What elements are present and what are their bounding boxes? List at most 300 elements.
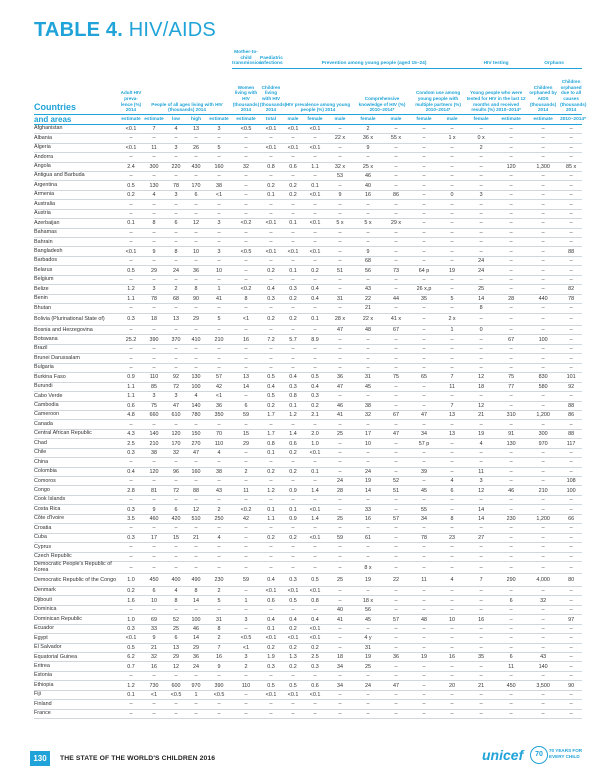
table-cell: – <box>382 448 410 457</box>
table-cell: – <box>232 209 260 218</box>
table-cell: 0.2 <box>282 190 304 199</box>
table-cell: – <box>260 275 282 284</box>
table-cell: 1.4 <box>304 514 326 523</box>
column-header: estimate <box>232 114 260 124</box>
table-row <box>34 561 582 574</box>
sub-header: Children orphaned due to all causes (thousands) 2014 <box>560 79 587 113</box>
table-cell: 51 <box>326 266 354 275</box>
table-cell: 0.5 <box>260 392 282 401</box>
table-cell: 45 <box>410 486 438 495</box>
table-cell: – <box>526 275 560 284</box>
table-cell: – <box>304 209 326 218</box>
table-cell: 9 <box>142 634 166 643</box>
table-cell: – <box>326 505 354 514</box>
table-cell: – <box>186 153 206 162</box>
table-cell: – <box>120 363 142 372</box>
table-cell: – <box>142 700 166 709</box>
table-cell: – <box>382 505 410 514</box>
table-cell: 12 <box>466 401 496 410</box>
country-name: Finland <box>34 700 120 709</box>
table-cell: – <box>526 467 560 476</box>
table-cell: 57 <box>206 373 232 382</box>
table-cell: – <box>232 586 260 595</box>
sub-header: Condom use among young people with multiple partners (%) 2010–2014* <box>415 90 461 113</box>
table-cell: – <box>526 605 560 614</box>
table-cell: 13 <box>438 429 466 438</box>
table-cell: – <box>526 285 560 294</box>
table-cell: – <box>282 363 304 372</box>
table-cell: 29 x <box>382 219 410 228</box>
table-row <box>34 420 582 429</box>
table-cell: 0.1 <box>260 505 282 514</box>
table-cell: 3.5 <box>120 514 142 523</box>
table-cell: 24 <box>326 477 354 486</box>
table-cell: – <box>120 275 142 284</box>
table-cell: 16 <box>142 662 166 671</box>
table-cell: – <box>232 143 260 152</box>
table-cell: – <box>410 238 438 247</box>
table-row <box>34 439 582 448</box>
table-cell: 12 <box>466 486 496 495</box>
table-row <box>34 467 582 476</box>
table-cell: 29 <box>186 313 206 326</box>
table-cell: – <box>354 458 382 467</box>
column-header: estimate <box>206 114 232 124</box>
table-cell: 6 <box>166 634 186 643</box>
table-cell: – <box>496 524 526 533</box>
table-cell: – <box>466 662 496 671</box>
country-name: Antigua and Barbuda <box>34 171 120 180</box>
country-name: Côte d'Ivoire <box>34 514 120 523</box>
table-row <box>34 171 582 180</box>
table-cell: 400 <box>166 574 186 587</box>
table-cell: – <box>382 153 410 162</box>
table-cell: – <box>410 134 438 143</box>
table-cell: – <box>496 247 526 256</box>
country-name: Congo <box>34 486 120 495</box>
table-cell: 100 <box>186 382 206 391</box>
table-row <box>34 190 582 199</box>
table-cell: – <box>120 552 142 561</box>
table-cell: – <box>496 605 526 614</box>
table-cell: <0.1 <box>304 448 326 457</box>
table-cell: – <box>560 190 582 199</box>
country-name: El Salvador <box>34 643 120 652</box>
table-cell: – <box>438 354 466 363</box>
table-cell: 61 <box>354 533 382 542</box>
table-cell: 90 <box>186 294 206 303</box>
table-cell: – <box>260 256 282 265</box>
table-cell: – <box>438 596 466 605</box>
table-cell: 0.4 <box>304 382 326 391</box>
table-cell: – <box>232 304 260 313</box>
table-cell: 10 <box>438 615 466 624</box>
table-cell: – <box>120 700 142 709</box>
table-cell: 4 <box>438 574 466 587</box>
table-cell: – <box>466 363 496 372</box>
table-cell: – <box>166 304 186 313</box>
table-cell: – <box>410 543 438 552</box>
table-cell: – <box>186 200 206 209</box>
country-name: Croatia <box>34 524 120 533</box>
table-row <box>34 344 582 353</box>
table-cell: – <box>438 643 466 652</box>
table-cell: – <box>304 671 326 680</box>
table-cell: – <box>382 439 410 448</box>
table-cell: – <box>120 671 142 680</box>
table-cell: 2 <box>206 634 232 643</box>
table-cell: – <box>166 458 186 467</box>
table-cell: 23 <box>438 533 466 542</box>
table-cell: 78 <box>410 533 438 542</box>
table-cell: – <box>466 596 496 605</box>
table-cell: – <box>232 700 260 709</box>
table-row <box>34 285 582 294</box>
table-cell: 32 <box>526 596 560 605</box>
table-cell: 13 <box>232 373 260 382</box>
table-cell: – <box>526 143 560 152</box>
table-cell: 85 <box>142 382 166 391</box>
table-cell: – <box>260 700 282 709</box>
table-cell: – <box>466 552 496 561</box>
table-cell: <0.1 <box>120 143 142 152</box>
table-cell: – <box>526 181 560 190</box>
table-cell: 160 <box>206 162 232 171</box>
table-cell: – <box>326 596 354 605</box>
table-cell: – <box>326 228 354 237</box>
table-cell: 1.2 <box>260 486 282 495</box>
table-cell: 2 <box>206 586 232 595</box>
table-cell: – <box>354 420 382 429</box>
table-cell: – <box>142 326 166 335</box>
table-cell: – <box>326 335 354 344</box>
table-cell: – <box>410 709 438 718</box>
table-row <box>34 709 582 718</box>
table-cell: – <box>304 171 326 180</box>
table-cell: <0.1 <box>304 143 326 152</box>
table-cell: – <box>382 643 410 652</box>
table-cell: – <box>120 543 142 552</box>
table-cell: – <box>326 344 354 353</box>
table-cell: 48 <box>354 326 382 335</box>
table-cell: 26 <box>186 143 206 152</box>
country-name: Fiji <box>34 690 120 699</box>
column-header: high <box>186 114 206 124</box>
table-cell: – <box>382 467 410 476</box>
table-cell: 100 <box>526 335 560 344</box>
table-cell: – <box>354 448 382 457</box>
table-cell: 88 <box>560 429 582 438</box>
table-cell: – <box>438 238 466 247</box>
table-cell: 24 <box>466 266 496 275</box>
table-cell: – <box>260 552 282 561</box>
table-cell: – <box>326 124 354 133</box>
table-cell: – <box>282 709 304 718</box>
table-cell: 56 <box>354 266 382 275</box>
table-cell: – <box>560 495 582 504</box>
table-cell: – <box>142 543 166 552</box>
table-cell: – <box>466 524 496 533</box>
table-cell: 0.5 <box>304 574 326 587</box>
table-cell: – <box>326 285 354 294</box>
table-cell: – <box>186 605 206 614</box>
table-cell: 2 <box>232 662 260 671</box>
table-row <box>34 238 582 247</box>
table-cell: <0.1 <box>282 247 304 256</box>
table-cell: 730 <box>142 681 166 690</box>
column-header: male <box>326 114 354 124</box>
country-name: Benin <box>34 294 120 303</box>
table-cell: – <box>260 354 282 363</box>
table-cell: – <box>166 344 186 353</box>
table-cell: – <box>166 228 186 237</box>
table-cell: 25 <box>166 624 186 633</box>
table-cell: – <box>232 420 260 429</box>
table-cell: – <box>466 700 496 709</box>
table-cell: – <box>142 209 166 218</box>
table-cell: 4.3 <box>120 429 142 438</box>
mtct-group-header: Mother-to-child transmission <box>232 50 260 68</box>
country-name: Belgium <box>34 275 120 284</box>
column-header: estimate <box>496 114 526 124</box>
table-cell: 10 <box>186 247 206 256</box>
table-cell: 47 <box>382 681 410 690</box>
table-cell: 16 <box>354 190 382 199</box>
table-cell: <0.1 <box>304 690 326 699</box>
table-cell: – <box>326 354 354 363</box>
table-cell: – <box>438 420 466 429</box>
table-row <box>34 448 582 457</box>
table-cell: 0.2 <box>260 643 282 652</box>
table-cell: – <box>410 586 438 595</box>
table-cell: – <box>382 524 410 533</box>
table-cell: – <box>232 448 260 457</box>
table-cell: 86 <box>382 190 410 199</box>
table-cell: 85 x <box>560 162 582 171</box>
table-cell: 19 <box>354 653 382 662</box>
table-cell: 44 <box>382 294 410 303</box>
table-cell: – <box>382 671 410 680</box>
table-row <box>34 134 582 143</box>
table-cell: – <box>526 153 560 162</box>
table-cell: 0.1 <box>282 219 304 228</box>
table-cell: 1.6 <box>120 596 142 605</box>
table-cell: 36 <box>186 653 206 662</box>
table-cell: – <box>304 700 326 709</box>
table-cell: 0.3 <box>304 392 326 401</box>
table-row <box>34 596 582 605</box>
table-cell: 7.2 <box>260 335 282 344</box>
table-cell: – <box>410 162 438 171</box>
table-cell: – <box>526 634 560 643</box>
country-name: Comoros <box>34 477 120 486</box>
table-cell: 18 <box>142 313 166 326</box>
table-cell: – <box>304 326 326 335</box>
table-cell: 310 <box>496 410 526 419</box>
table-cell: – <box>560 392 582 401</box>
table-cell: 0.4 <box>304 615 326 624</box>
table-cell: – <box>526 313 560 326</box>
column-header: male <box>438 114 466 124</box>
sub-header: Women living with HIV (thousands) 2014 <box>232 84 260 113</box>
table-cell: 1.7 <box>260 410 282 419</box>
table-cell: – <box>526 363 560 372</box>
table-cell: 92 <box>560 382 582 391</box>
table-cell: – <box>438 605 466 614</box>
table-cell: 68 <box>166 294 186 303</box>
table-cell: 11 <box>438 382 466 391</box>
table-cell: 2 <box>206 505 232 514</box>
table-cell: 2.5 <box>304 653 326 662</box>
table-cell: – <box>166 200 186 209</box>
table-cell: – <box>382 690 410 699</box>
table-cell: 22 x <box>354 313 382 326</box>
table-cell: 1 <box>206 285 232 294</box>
table-cell: – <box>496 700 526 709</box>
table-cell: 8 <box>166 247 186 256</box>
table-cell: 1.4 <box>282 429 304 438</box>
table-cell: – <box>438 552 466 561</box>
table-cell: – <box>326 238 354 247</box>
table-cell: 3 <box>466 190 496 199</box>
table-cell: 0.5 <box>120 266 142 275</box>
table-cell: – <box>186 477 206 486</box>
table-cell: – <box>438 275 466 284</box>
table-cell: 0 x <box>466 134 496 143</box>
table-cell: – <box>526 326 560 335</box>
table-cell: – <box>354 209 382 218</box>
table-row <box>34 477 582 486</box>
table-cell: 46 <box>326 401 354 410</box>
table-cell: – <box>186 354 206 363</box>
table-cell: – <box>166 238 186 247</box>
table-cell: – <box>466 247 496 256</box>
table-cell: – <box>410 643 438 652</box>
table-cell: – <box>496 200 526 209</box>
table-cell: 4 <box>166 586 186 595</box>
table-row <box>34 382 582 391</box>
table-cell: – <box>232 181 260 190</box>
table-row <box>34 410 582 419</box>
table-row <box>34 162 582 171</box>
table-cell: – <box>526 505 560 514</box>
table-cell: – <box>438 458 466 467</box>
table-cell: – <box>466 219 496 228</box>
table-cell: 6 <box>496 596 526 605</box>
country-name: Burkina Faso <box>34 373 120 382</box>
anniversary-tagline: 70 YEARS FOR EVERY CHILD <box>549 748 583 759</box>
table-cell: – <box>186 171 206 180</box>
table-cell: – <box>496 552 526 561</box>
table-cell: – <box>560 634 582 643</box>
table-cell: – <box>410 634 438 643</box>
table-cell: – <box>282 524 304 533</box>
table-cell: <0.1 <box>260 634 282 643</box>
table-cell: 0.1 <box>304 181 326 190</box>
table-cell: – <box>496 448 526 457</box>
table-cell: 0.2 <box>282 313 304 326</box>
table-cell: – <box>326 420 354 429</box>
table-cell: – <box>354 524 382 533</box>
table-cell: – <box>438 162 466 171</box>
table-cell: – <box>382 143 410 152</box>
table-cell: – <box>120 561 142 574</box>
table-cell: – <box>526 477 560 486</box>
table-cell: 13 <box>186 124 206 133</box>
table-cell: 91 <box>496 429 526 438</box>
table-cell: – <box>410 171 438 180</box>
table-cell: – <box>186 543 206 552</box>
table-cell: 300 <box>526 429 560 438</box>
table-cell: – <box>410 662 438 671</box>
country-name: Burundi <box>34 382 120 391</box>
table-cell: – <box>206 256 232 265</box>
table-cell: 0.3 <box>282 382 304 391</box>
table-cell: 25 x <box>354 162 382 171</box>
table-cell: 14 <box>186 596 206 605</box>
table-cell: – <box>438 256 466 265</box>
table-cell: – <box>326 143 354 152</box>
country-name: Djibouti <box>34 596 120 605</box>
table-cell: – <box>410 401 438 410</box>
table-cell: – <box>260 709 282 718</box>
table-cell: 420 <box>166 514 186 523</box>
table-cell: – <box>282 561 304 574</box>
table-cell: 4.8 <box>120 410 142 419</box>
table-cell: – <box>560 171 582 180</box>
table-cell: 80 <box>560 574 582 587</box>
table-cell: – <box>142 420 166 429</box>
table-cell: 24 <box>186 662 206 671</box>
table-cell: 34 <box>410 429 438 438</box>
table-cell: – <box>410 228 438 237</box>
country-name: Angola <box>34 162 120 171</box>
table-cell: – <box>304 344 326 353</box>
table-cell: 4 <box>466 439 496 448</box>
table-cell: – <box>260 477 282 486</box>
column-header: estimate <box>120 114 142 124</box>
table-cell: 0.1 <box>282 401 304 410</box>
table-cell: – <box>560 505 582 514</box>
table-cell: – <box>282 671 304 680</box>
table-cell: 0.6 <box>282 439 304 448</box>
table-cell: 6 <box>142 586 166 595</box>
table-cell: 1.1 <box>120 382 142 391</box>
table-cell: 610 <box>166 410 186 419</box>
table-cell: – <box>496 134 526 143</box>
table-cell: – <box>186 344 206 353</box>
table-cell: 25 <box>326 429 354 438</box>
table-cell: – <box>438 124 466 133</box>
table-row <box>34 486 582 495</box>
table-cell: – <box>354 363 382 372</box>
table-cell: – <box>186 552 206 561</box>
table-cell: – <box>496 495 526 504</box>
table-cell: 8 x <box>354 561 382 574</box>
table-cell: – <box>438 439 466 448</box>
table-cell: 28 <box>496 294 526 303</box>
table-cell: 19 <box>354 477 382 486</box>
table-cell: 47 <box>326 382 354 391</box>
table-cell: 22 <box>354 294 382 303</box>
table-cell: – <box>560 524 582 533</box>
table-cell: 8.9 <box>304 335 326 344</box>
table-cell: 0.2 <box>260 467 282 476</box>
table-cell: – <box>382 354 410 363</box>
table-cell: 35 <box>410 294 438 303</box>
table-cell: 31 <box>354 643 382 652</box>
table-cell: 250 <box>206 514 232 523</box>
